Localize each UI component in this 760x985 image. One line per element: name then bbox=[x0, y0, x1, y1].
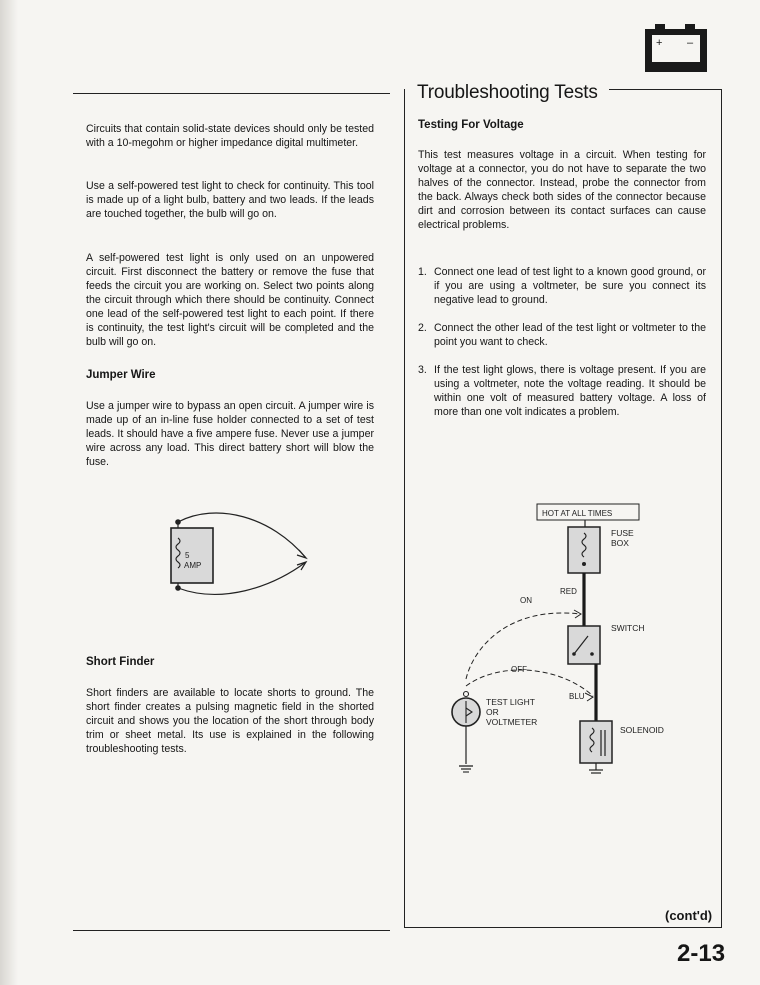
test-lead-tip bbox=[464, 692, 469, 697]
page-number: 2-13 bbox=[677, 940, 726, 967]
short-finder-heading: Short Finder bbox=[86, 656, 155, 668]
step-text: If the test light glows, there is voltage present. If you are using a voltmeter, note the voltage reading. It should be within one volt of measured battery voltage. A loss of more than one volt indicates a problem. bbox=[434, 364, 706, 418]
fuse-box-label-line2: BOX bbox=[611, 538, 629, 548]
test-light-label-line1: TEST LIGHT bbox=[486, 697, 535, 707]
page-binding-edge bbox=[0, 0, 18, 985]
testing-for-voltage-heading: Testing For Voltage bbox=[418, 119, 524, 131]
blu-wire-label: BLU bbox=[569, 692, 585, 701]
continued-label: (cont'd) bbox=[665, 908, 713, 923]
jumper-lower-arrowhead bbox=[297, 562, 306, 570]
voltage-test-diagram bbox=[440, 496, 700, 786]
fuse-unit: AMP bbox=[184, 561, 202, 570]
step-item bbox=[418, 265, 706, 307]
right-top-rule bbox=[609, 89, 721, 90]
test-light-label-line3: VOLTMETER bbox=[486, 717, 538, 727]
step-item bbox=[418, 363, 706, 419]
fuse-box-symbol bbox=[568, 527, 600, 573]
left-top-rule bbox=[73, 93, 390, 94]
jumper-wire-heading: Jumper Wire bbox=[86, 369, 156, 381]
solenoid-symbol bbox=[580, 721, 612, 763]
solenoid-label: SOLENOID bbox=[620, 725, 664, 735]
step-text: Connect one lead of test light to a known good ground, or if you are using a voltmeter, be sure you connect its negative lead to ground. bbox=[434, 266, 706, 306]
step-item bbox=[418, 321, 706, 349]
step-number: 3. bbox=[418, 364, 427, 376]
battery-minus-sign: – bbox=[687, 37, 694, 49]
switch-symbol bbox=[568, 626, 600, 664]
on-label: ON bbox=[520, 596, 532, 605]
voltage-intro-paragraph: This test measures voltage in a circuit. When testing for voltage at a connector, you do not have to separate the two halves of the connector. Instead, probe the connector from the back. Always check both sides of the connector because dirt and corrosion between its contact surfaces can cause electrical problems. bbox=[418, 149, 706, 231]
voltage-steps-list bbox=[418, 265, 706, 419]
jumper-upper-arrowhead bbox=[297, 550, 306, 558]
left-paragraph-unpowered-circuit: A self-powered test light is only used on an unpowered circuit. First disconnect the battery or remove the fuse that feeds the circuit you are working on. Select two points along the circuit through which there should be continuity. Connect one lead of the self-powered test light to each point. If there is continuity, the test light's circuit will be completed and the bulb will go on. bbox=[86, 252, 374, 348]
step-text: Connect the other lead of the test light or voltmeter to the point you want to check. bbox=[434, 322, 706, 348]
switch-label: SWITCH bbox=[611, 623, 645, 633]
fuse-box-label-line1: FUSE bbox=[611, 528, 634, 538]
battery-plus-sign: + bbox=[656, 37, 663, 49]
off-label: OFF bbox=[511, 665, 527, 674]
fuse-holder bbox=[171, 528, 213, 583]
red-wire-label: RED bbox=[560, 587, 577, 596]
left-paragraph-short-finder: Short finders are available to locate shorts to ground. The short finder creates a pulsing magnetic field in the shorted circuit and shows you the location of the short through body trim or sheet metal. Its use is explained in the following troubleshooting tests. bbox=[86, 687, 374, 755]
step-number: 2. bbox=[418, 322, 427, 334]
hot-at-all-times-label: HOT AT ALL TIMES bbox=[542, 509, 613, 518]
left-bottom-rule bbox=[73, 930, 390, 931]
left-paragraph-test-light: Use a self-powered test light to check for continuity. This tool is made up of a light bulb, battery and two leads. If the leads are touched together, the bulb will go on. bbox=[86, 180, 374, 220]
jumper-wire-figure bbox=[166, 508, 316, 604]
test-light-label-line2: OR bbox=[486, 707, 499, 717]
section-title: Troubleshooting Tests bbox=[417, 82, 598, 103]
step-number: 1. bbox=[418, 266, 427, 278]
battery-icon bbox=[645, 24, 707, 72]
fuse-value: 5 bbox=[185, 551, 190, 560]
left-paragraph-multimeter: Circuits that contain solid-state devices should only be tested with a 10-megohm or higher impedance digital multimeter. bbox=[86, 123, 374, 149]
left-paragraph-jumper-wire: Use a jumper wire to bypass an open circuit. A jumper wire is made up of an in-line fuse holder connected to a set of test leads. It should have a five ampere fuse. Never use a jumper wire across any load. This direct battery short will blow the fuse. bbox=[86, 400, 374, 468]
